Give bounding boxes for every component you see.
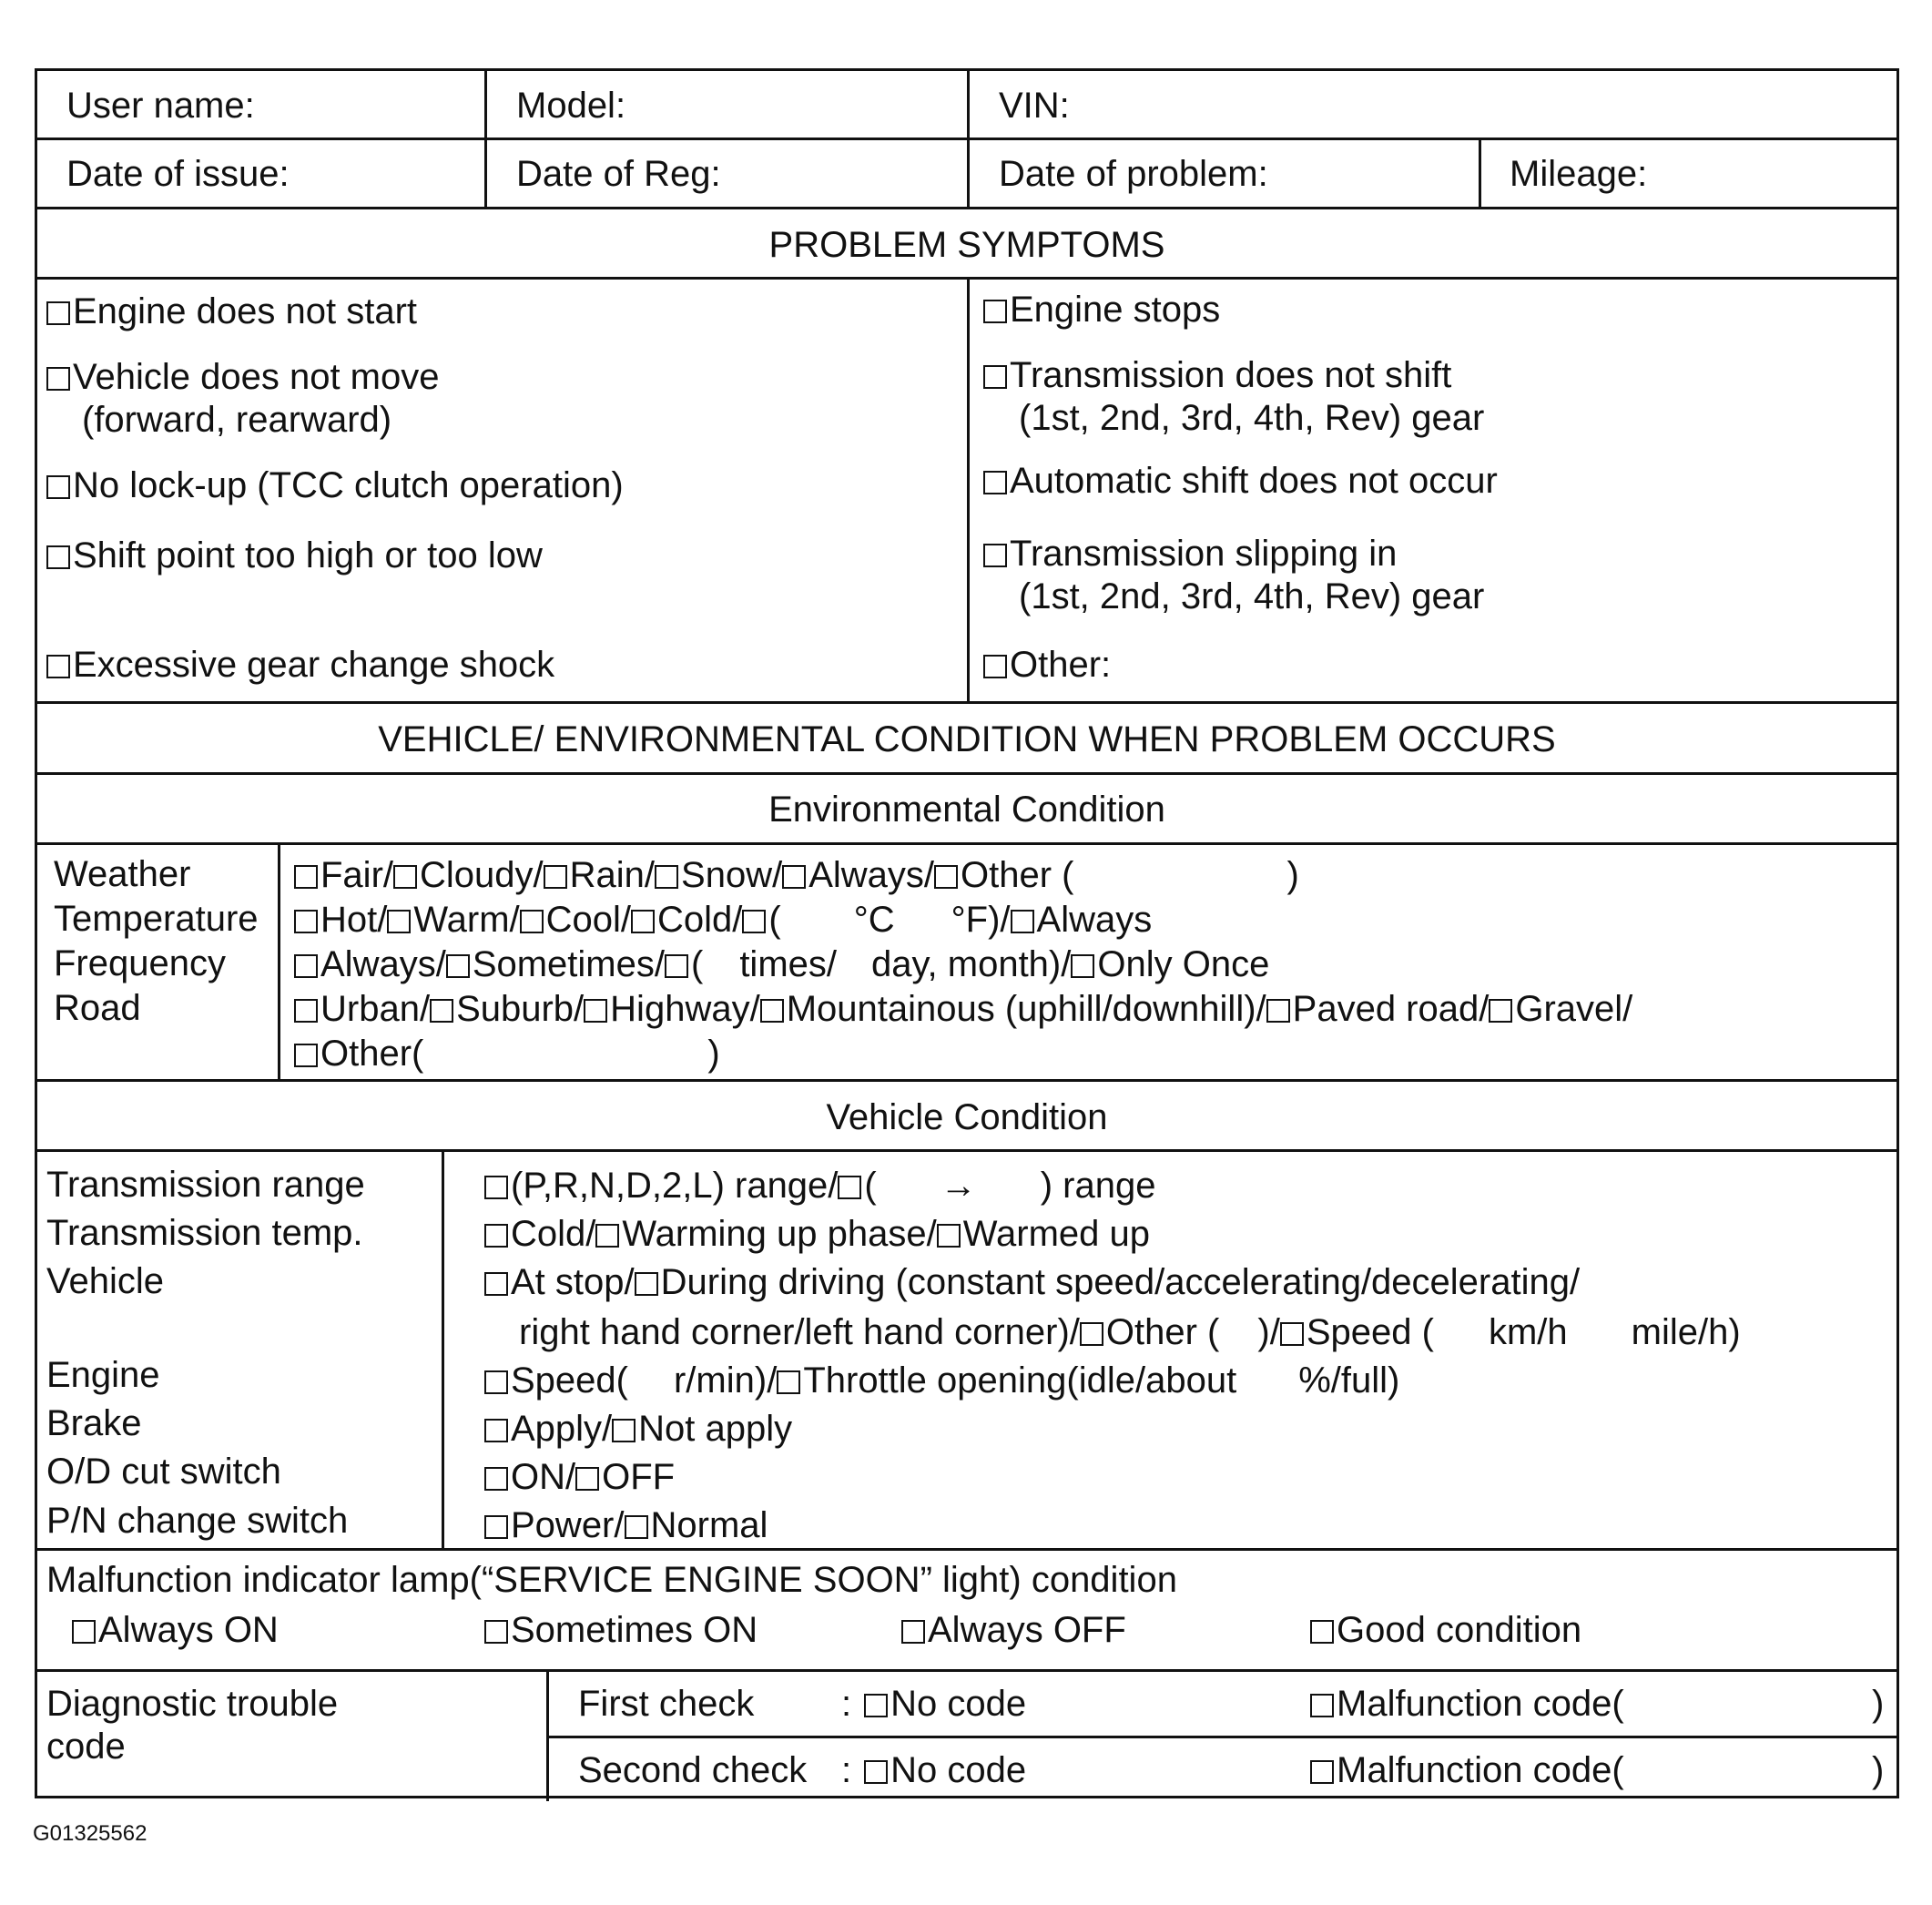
rule	[546, 1671, 549, 1801]
conditions-heading: VEHICLE/ ENVIRONMENTAL CONDITION WHEN PROBLEM OCCURS	[378, 719, 1556, 759]
checkbox[interactable]	[387, 910, 411, 933]
checkbox[interactable]	[864, 1760, 888, 1784]
arrow-icon: →	[940, 1166, 977, 1206]
checkbox[interactable]	[575, 1467, 599, 1491]
checkbox[interactable]	[72, 1620, 96, 1644]
vehicle-options-line2: right hand corner/left hand corner)/ Other ( )/ Speed ( km/h mile/h)	[519, 1312, 1741, 1352]
checkbox[interactable]	[782, 865, 806, 889]
symptom-item-detail: (1st, 2nd, 3rd, 4th, Rev) gear	[1019, 398, 1485, 438]
second-check-malfunction-code: Malfunction code(	[1310, 1752, 1624, 1788]
transmission-temp-label: Transmission temp.	[46, 1213, 363, 1253]
rule	[442, 1151, 444, 1548]
brake-options: Apply/ Not apply	[484, 1411, 792, 1447]
rule	[37, 1548, 1896, 1551]
checkbox[interactable]	[937, 1224, 961, 1248]
symptom-item: Shift point too high or too low	[46, 537, 543, 574]
engine-label: Engine	[46, 1355, 160, 1395]
od-cut-switch-options: ON/ OFF	[484, 1459, 675, 1495]
checkbox[interactable]	[1080, 1322, 1103, 1346]
mileage-label: Mileage:	[1510, 154, 1648, 194]
checkbox[interactable]	[777, 1370, 800, 1394]
checkbox[interactable]	[901, 1620, 925, 1644]
transmission-range-options: (P,R,N,D,2,L) range/ ( → ) range	[484, 1167, 1156, 1204]
checkbox[interactable]	[484, 1515, 508, 1539]
rule	[37, 842, 1896, 845]
checkbox[interactable]	[393, 865, 417, 889]
checkbox[interactable]	[46, 367, 70, 391]
rule	[37, 1149, 1896, 1152]
dtc-label: Diagnostic trouble	[46, 1684, 339, 1724]
vin-label: VIN:	[999, 86, 1070, 126]
mil-condition-heading: Malfunction indicator lamp(“SERVICE ENGINE SOON” light) condition	[46, 1560, 1177, 1600]
dtc-label-cont: code	[46, 1727, 126, 1767]
checkbox[interactable]	[1266, 999, 1290, 1023]
rule	[37, 701, 1896, 704]
checkbox[interactable]	[1071, 954, 1094, 978]
checkbox[interactable]	[1489, 999, 1512, 1023]
checkbox[interactable]	[595, 1224, 619, 1248]
checkbox[interactable]	[625, 1515, 648, 1539]
pn-change-switch-label: P/N change switch	[46, 1501, 349, 1541]
frequency-label: Frequency	[54, 943, 226, 983]
checkbox[interactable]	[484, 1370, 508, 1394]
checkbox[interactable]	[294, 1044, 318, 1067]
checkbox[interactable]	[838, 1176, 861, 1199]
weather-options: Fair/ Cloudy/ Rain/ Snow/ Always/ Other ( )	[294, 857, 1299, 893]
weather-label: Weather	[54, 854, 191, 894]
checkbox[interactable]	[1011, 910, 1034, 933]
checkbox[interactable]	[294, 999, 318, 1023]
first-check-no-code: : No code	[841, 1684, 1027, 1724]
road-options: Urban/ Suburb/ Highway/ Mountainous (uphill/downhill)/ Paved road/ Gravel/	[294, 991, 1632, 1027]
transmission-temp-options: Cold/ Warming up phase/ Warmed up	[484, 1216, 1150, 1252]
symptom-item: Excessive gear change shock	[46, 647, 554, 683]
vehicle-label: Vehicle	[46, 1261, 164, 1301]
symptom-item: Vehicle does not move	[46, 359, 439, 395]
symptom-item: Transmission does not shift	[983, 357, 1451, 393]
checkbox[interactable]	[294, 910, 318, 933]
symptom-item: Engine does not start	[46, 293, 417, 330]
road-label: Road	[54, 988, 141, 1028]
symptom-item: Transmission slipping in	[983, 535, 1397, 572]
diagnostic-worksheet	[35, 68, 1899, 1798]
checkbox[interactable]	[520, 910, 544, 933]
first-check-malfunction-code: Malfunction code(	[1310, 1686, 1624, 1722]
rule	[37, 1669, 1896, 1672]
rule	[278, 844, 280, 1079]
road-other-option: Other( )	[294, 1035, 720, 1072]
rule	[37, 772, 1896, 775]
symptom-item: Engine stops	[983, 291, 1220, 328]
checkbox[interactable]	[864, 1694, 888, 1717]
temperature-label: Temperature	[54, 899, 259, 939]
checkbox[interactable]	[742, 910, 766, 933]
rule	[484, 71, 487, 207]
checkbox[interactable]	[294, 954, 318, 978]
mil-option: Always OFF	[901, 1612, 1126, 1648]
vehicle-condition-heading: Vehicle Condition	[826, 1097, 1108, 1137]
pn-change-switch-options: Power/ Normal	[484, 1507, 768, 1543]
symptom-item-detail: (1st, 2nd, 3rd, 4th, Rev) gear	[1019, 576, 1485, 616]
date-of-reg-label: Date of Reg:	[516, 154, 721, 194]
transmission-range-label: Transmission range	[46, 1165, 365, 1205]
first-check-label: First check	[578, 1684, 755, 1724]
checkbox[interactable]	[665, 954, 688, 978]
checkbox[interactable]	[484, 1467, 508, 1491]
temperature-options: Hot/ Warm/ Cool/ Cold/ ( °C °F)/ Always	[294, 902, 1152, 938]
date-of-issue-label: Date of issue:	[66, 154, 290, 194]
checkbox[interactable]	[484, 1620, 508, 1644]
checkbox[interactable]	[46, 655, 70, 678]
checkbox[interactable]	[446, 954, 470, 978]
checkbox[interactable]	[983, 300, 1007, 323]
checkbox[interactable]	[1280, 1322, 1304, 1346]
symptom-item: No lock-up (TCC clutch operation)	[46, 467, 624, 504]
checkbox[interactable]	[294, 865, 318, 889]
checkbox[interactable]	[983, 655, 1007, 678]
user-name-label: User name:	[66, 86, 255, 126]
od-cut-switch-label: O/D cut switch	[46, 1452, 281, 1492]
checkbox[interactable]	[635, 1272, 658, 1296]
second-check-close-paren: )	[1872, 1750, 1885, 1790]
second-check-label: Second check	[578, 1750, 808, 1790]
vehicle-options-line1: At stop/ During driving (constant speed/accelerating/decelerating/	[484, 1264, 1580, 1300]
checkbox[interactable]	[544, 865, 567, 889]
mil-option: Sometimes ON	[484, 1612, 758, 1648]
symptom-item: Other:	[983, 647, 1111, 683]
brake-label: Brake	[46, 1403, 142, 1443]
checkbox[interactable]	[584, 999, 607, 1023]
checkbox[interactable]	[655, 865, 678, 889]
checkbox[interactable]	[1310, 1694, 1334, 1717]
checkbox[interactable]	[484, 1272, 508, 1296]
first-check-close-paren: )	[1872, 1684, 1885, 1724]
checkbox[interactable]	[983, 365, 1007, 389]
rule	[1479, 139, 1481, 207]
checkbox[interactable]	[983, 471, 1007, 494]
second-check-no-code: : No code	[841, 1750, 1027, 1790]
figure-id: G01325562	[33, 1821, 147, 1846]
checkbox[interactable]	[46, 545, 70, 569]
checkbox[interactable]	[1310, 1620, 1334, 1644]
checkbox[interactable]	[484, 1176, 508, 1199]
engine-options: Speed( r/min)/ Throttle opening(idle/about %/full)	[484, 1362, 1399, 1399]
checkbox[interactable]	[612, 1419, 636, 1442]
checkbox[interactable]	[760, 999, 784, 1023]
mil-option: Good condition	[1310, 1612, 1581, 1648]
environmental-condition-heading: Environmental Condition	[768, 790, 1165, 830]
date-of-problem-label: Date of problem:	[999, 154, 1268, 194]
model-label: Model:	[516, 86, 626, 126]
rule	[37, 1079, 1896, 1082]
rule	[967, 71, 970, 207]
rule	[967, 279, 970, 701]
checkbox[interactable]	[46, 301, 70, 325]
mil-option: Always ON	[72, 1612, 279, 1648]
problem-symptoms-heading: PROBLEM SYMPTOMS	[768, 225, 1165, 265]
symptom-item: Automatic shift does not occur	[983, 463, 1498, 499]
rule	[37, 207, 1896, 209]
checkbox[interactable]	[430, 999, 453, 1023]
checkbox[interactable]	[46, 475, 70, 499]
frequency-options: Always/ Sometimes/ ( times/ day, month)/ Only Once	[294, 946, 1269, 983]
checkbox[interactable]	[1310, 1760, 1334, 1784]
symptom-item-detail: (forward, rearward)	[82, 400, 392, 440]
checkbox[interactable]	[484, 1419, 508, 1442]
checkbox[interactable]	[983, 544, 1007, 567]
checkbox[interactable]	[631, 910, 655, 933]
checkbox[interactable]	[934, 865, 958, 889]
rule	[546, 1736, 1896, 1738]
checkbox[interactable]	[484, 1224, 508, 1248]
